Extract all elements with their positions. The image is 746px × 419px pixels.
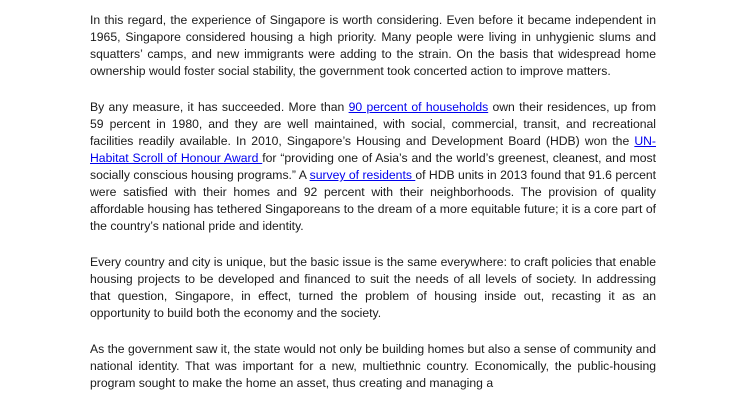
households-link[interactable]: 90 percent of households xyxy=(348,100,489,114)
document-body xyxy=(90,12,656,411)
paragraph-singapore-intro: In this regard, the experience of Singapore is worth considering. Even before it became independent in 1965, Singapore considered housing a high priority. Many people were living in unhygienic slums and squatters’ camps, and new immigrants were adding to the strain. On the basis that widespread home ownership would foster social stability, the government took concerted action to improve matters. xyxy=(90,13,656,78)
un-habitat-award-link[interactable]: UN-Habitat Scroll of Honour Award xyxy=(90,134,656,165)
paragraph-text-segment: for “providing one of Asia’s and the world’s greenest, cleanest, and most socially conscious housing programs.” A xyxy=(90,151,657,182)
survey-of-residents-link[interactable]: survey of residents xyxy=(309,168,416,182)
paragraph-text-segment: of HDB units in 2013 found that 91.6 percent were satisfied with their homes and 92 percent with their neighborhoods. The provision of quality affordable housing has tethered Singaporeans to the dream of a more equitable future; it is a core part of the country’s national pride and identity. xyxy=(90,168,657,233)
paragraph-government-saw: As the government saw it, the state would not only be building homes but also a sense of community and national identity. That was important for a new, multiethnic country. Economically, the public-housing program sought to make the home an asset, thus creating and managing a xyxy=(90,342,656,390)
paragraph-succeeded xyxy=(90,99,656,235)
paragraph-text-segment: own their residences, up from 59 percent in 1980, and they are well maintained, with social, commercial, transit, and recreational facilities readily available. In 2010, Singapore’s Housing and Development Board (HDB) won the xyxy=(90,100,656,148)
paragraph-text-segment: By any measure, it has succeeded. More than xyxy=(90,100,349,114)
paragraph-every-country: Every country and city is unique, but the basic issue is the same everywhere: to craft policies that enable housing projects to be developed and financed to suit the needs of all levels of society. In addressing that question, Singapore, in effect, turned the problem of housing inside out, recasting it as an opportunity to build both the economy and the society. xyxy=(90,255,656,320)
